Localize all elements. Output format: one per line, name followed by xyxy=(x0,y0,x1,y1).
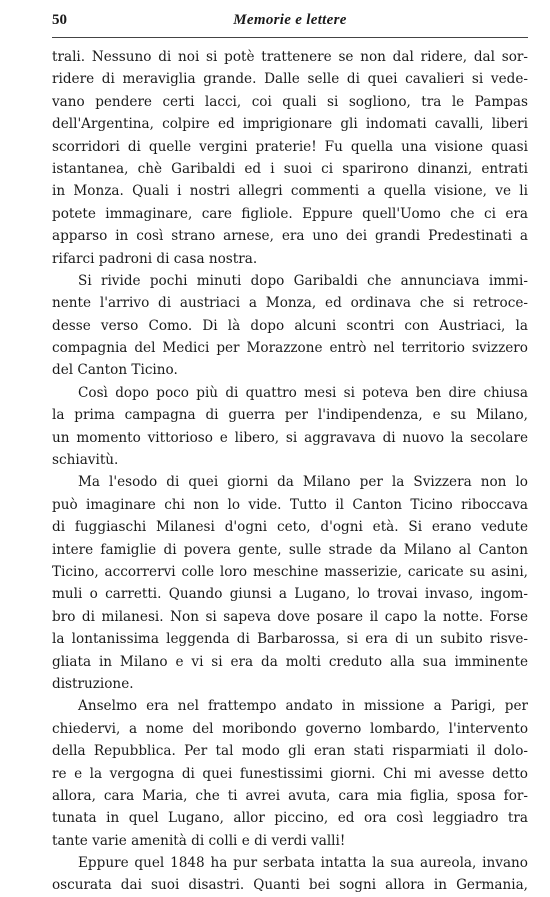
page-number: 50 xyxy=(52,12,67,28)
text-line: Ticino, accorrervi colle loro meschine masserizie, caricate su asini, xyxy=(52,563,528,580)
text-line: allora, cara Maria, che ti avrei avuta, cara mia figlia, sposa for- xyxy=(52,787,528,804)
text-line: distruzione. xyxy=(52,675,134,692)
text-line: dell'Argentina, colpire ed imprigionare gli indomati cavalli, liberi xyxy=(52,116,528,133)
text-line: un momento vittorioso e libero, si aggravava di nuovo la secolare xyxy=(52,429,528,446)
text-line: tunata in quel Lugano, allor piccino, ed ora così leggiadro tra xyxy=(52,810,528,827)
text-line: scorridori di quelle vergini praterie! Fu quella una visione quasi xyxy=(52,138,528,155)
text-line: bro di milanesi. Non si sapeva dove posare il capo la notte. Forse xyxy=(52,608,528,625)
text-line: Così dopo poco più di quattro mesi si poteva ben dire chiusa xyxy=(78,384,528,401)
text-line: nente l'arrivo di austriaci a Monza, ed ordinava che si retroce- xyxy=(52,295,528,312)
paragraph xyxy=(52,471,528,695)
paragraph xyxy=(52,46,528,270)
paragraph xyxy=(52,382,528,472)
text-line: la lontanissima leggenda di Barbarossa, si era di un subito risve- xyxy=(52,631,528,648)
text-line: muli o carretti. Quando giunsi a Lugano, lo trovai invaso, ingom- xyxy=(52,586,528,603)
text-line: trali. Nessuno di noi si potè trattenere se non dal ridere, dal sor- xyxy=(52,49,528,65)
body-text xyxy=(52,46,528,897)
paragraph xyxy=(52,852,528,897)
text-line: tante varie amenità di colli e di verdi valli! xyxy=(52,832,346,849)
text-line: apparso in così strano arnese, era uno dei grandi Predestinati a xyxy=(52,228,528,245)
text-line: di fuggiaschi Milanesi d'ogni ceto, d'ogni età. Si erano vedute xyxy=(52,519,528,536)
text-line: in Monza. Quali i nostri allegri commenti a quella visione, ve li xyxy=(52,183,528,200)
text-line: rifarci padroni di casa nostra. xyxy=(52,250,258,267)
text-line: Ma l'esodo di quei giorni da Milano per la Svizzera non lo xyxy=(78,474,528,491)
text-line: desse verso Como. Di là dopo alcuni scontri con Austriaci, la xyxy=(52,317,528,334)
text-line: oscurata dai suoi disastri. Quanti bei sogni allora in Germania, xyxy=(52,877,528,894)
text-line: Eppure quel 1848 ha pur serbata intatta la sua aureola, invano xyxy=(78,855,528,872)
paragraph xyxy=(52,695,528,852)
text-line: Anselmo era nel frattempo andato in missione a Parigi, per xyxy=(78,698,528,715)
text-line: gliata in Milano e vi si era da molti creduto alla sua imminente xyxy=(52,653,528,670)
text-line: potete immaginare, care figliole. Eppure quell'Uomo che ci era xyxy=(52,205,528,222)
text-line: della Repubblica. Per tal modo gli eran stati risparmiati il dolo- xyxy=(52,743,528,760)
text-line: re e la vergogna di quei funestissimi giorni. Chi mi avesse detto xyxy=(52,765,528,782)
text-line: schiavitù. xyxy=(52,452,119,469)
text-line: vano pendere certi lacci, coi quali si sogliono, tra le Pampas xyxy=(52,93,528,110)
text-line: istantanea, chè Garibaldi ed i suoi ci sparirono dinanzi, entrati xyxy=(52,160,528,177)
paragraph xyxy=(52,270,528,382)
running-title: Memorie e lettere xyxy=(233,12,347,28)
page-header xyxy=(52,12,528,36)
text-line: chiedervi, a nome del moribondo governo lombardo, l'intervento xyxy=(52,720,528,737)
text-line: ridere di meraviglia grande. Dalle selle di quei cavalieri si vede- xyxy=(52,71,528,88)
text-line: del Canton Ticino. xyxy=(52,362,178,379)
text-line: la prima campagna di guerra per l'indipendenza, e su Milano, xyxy=(52,407,528,424)
text-line: può imaginare chi non lo vide. Tutto il Canton Ticino riboccava xyxy=(52,496,528,513)
text-line: intere famiglie di povera gente, sulle strade da Milano al Canton xyxy=(52,541,528,558)
text-line: Si rivide pochi minuti dopo Garibaldi che annunciava immi- xyxy=(78,272,528,289)
header-rule xyxy=(52,37,528,38)
text-line: compagnia del Medici per Morazzone entrò nel territorio svizzero xyxy=(52,340,528,357)
